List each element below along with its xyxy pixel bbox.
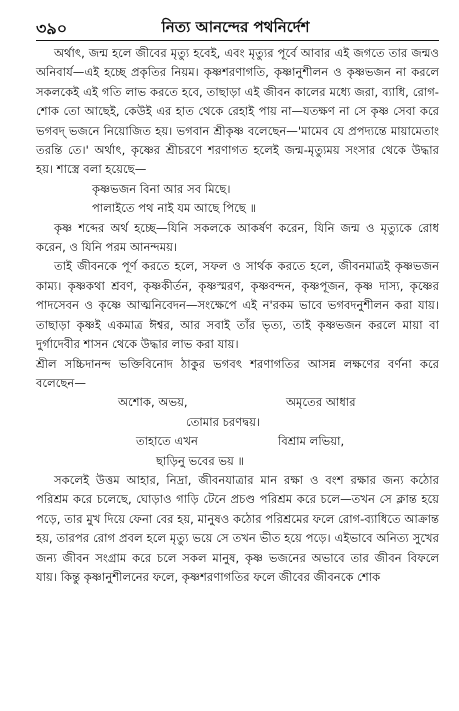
- verse-2-line-2: তোমার চরণদ্বয়।: [186, 414, 261, 429]
- verse-1-line-2: পালাইতে পথ নাই যম আছে পিছে ॥: [92, 201, 257, 216]
- verse-1-line-1: কৃষ্ণভজন বিনা আর সব মিছে।: [92, 181, 231, 196]
- page-number: ৩৯০: [36, 19, 68, 38]
- verse-2-line-1: [36, 393, 439, 412]
- verse-2-line-3: [36, 432, 439, 451]
- paragraph-5: সকলেই উত্তম আহার, নিদ্রা, জীবনযাত্রার মান রক্ষা ও বংশ রক্ষার জন্য কঠোর পরিশ্রম করে চলেছে, ঘোড়াও গাড়ি টেনে প্রচণ্ড পরিশ্রম করে চলে—তখন সে ক্লান্ত হয়ে পড়ে, তার মুখ দিয়ে ফেনা বের হয়, মানুষও কঠোর পরিশ্রমের ফলে রোগ-ব্যাধিতে আক্রান্ত হয়, তারপর রোগ প্রবল হলে মৃত্যু ভয়ে সে তখন ভীত হয়ে পড়ে। এইভাবে অনিত্য সুখের জন্য জীবন সংগ্রাম করে চলে সকল মানুষ, কৃষ্ণ ভজনের অভাবে তার জীবন বিফলে যায়। কিন্তু কৃষ্ণানুশীলনের ফলে, কৃষ্ণশরণাগতির ফলে জীবের জীবনকে শোক: [36, 472, 439, 584]
- verse-2-line-4: ছাড়িনু ভবের ভয় ॥: [156, 453, 245, 468]
- paragraph-2: কৃষ্ণ শব্দের অর্থ হচ্ছে—যিনি সকলকে আকর্ষণ করেন, যিনি জন্ম ও মৃত্যুকে রোধ করেন, ও যিনি পরম আনন্দময়।: [36, 220, 439, 255]
- verse-2-line-3-right: বিশ্রাম লভিয়া,: [278, 434, 345, 449]
- verse-block-1: [36, 180, 439, 219]
- paragraph-4: শ্রীল সচ্চিদানন্দ ভক্তিবিনোদ ঠাকুর ভগবৎ শরণাগতির আসন্ন লক্ষণের বর্ণনা করে বলেছেন—: [36, 356, 439, 390]
- verse-2-line-3-left: তাহাতে এখন: [136, 434, 198, 449]
- verse-2-line-1-left: অশোক, অভয়,: [118, 395, 188, 410]
- verse-2-line-1-right: অমৃতের আধার: [286, 395, 356, 410]
- paragraph-1: অর্থাৎ, জন্ম হলে জীবের মৃত্যু হবেই, এবং মৃত্যুর পূর্বে আবার এই জগতে তার জন্মও অনিবার্য—এই হচ্ছে প্রকৃতির নিয়ম। কৃষ্ণশরণাগতি, কৃষ্ণানুশীলন ও কৃষ্ণভজন না করলে সকলকেই এই গতি লাভ করতে হবে, তাছাড়া এই জীবন কালের মধ্যে জরা, ব্যাধি, রোগ-শোক তো আছেই, কেউই এর হাত থেকে রেহাই পায় না—যতক্ষণ না সে কৃষ্ণ সেবা করে ভগবদ্ ভজনে নিয়োজিত হয়। ভগবান শ্রীকৃষ্ণ বলেছেন—'মামেব যে প্রপদ্যন্তে মায়ামেতাং তরন্তি তে।' অর্থাৎ, কৃষ্ণের শ্রীচরণে শরণাগত হলেই জন্ম-মৃত্যুময় সংসার থেকে উদ্ধার হয়। শাস্ত্রে বলা হয়েছে—: [36, 46, 439, 177]
- header-rule: [36, 40, 439, 41]
- paragraph-3: তাই জীবনকে পূর্ণ করতে হলে, সফল ও সার্থক করতে হলে, জীবনমাত্রই কৃষ্ণভজন কাম্য। কৃষ্ণকথা শ্রবণ, কৃষ্ণকীর্তন, কৃষ্ণস্মরণ, কৃষ্ণবন্দন, কৃষ্ণপূজন, কৃষ্ণ দাস্য, কৃষ্ণের পাদসেবন ও কৃষ্ণে আত্মনিবেদন—সংক্ষেপে এই ন'রকম ভাবে ভগবদনুশীলন করা যায়। তাছাড়া কৃষ্ণই একমাত্র ঈশ্বর, আর সবাই তাঁর ভৃত্য, তাই কৃষ্ণভজন করলে মায়া বা দুর্গাদেবীর শাসন থেকে উদ্ধার লাভ করা যায়।: [36, 259, 439, 352]
- page-header: [36, 12, 435, 38]
- running-title: নিত্য আনন্দের পথনির্দেশ: [161, 18, 310, 36]
- verse-block-2: [36, 393, 439, 471]
- page-body: [36, 44, 439, 587]
